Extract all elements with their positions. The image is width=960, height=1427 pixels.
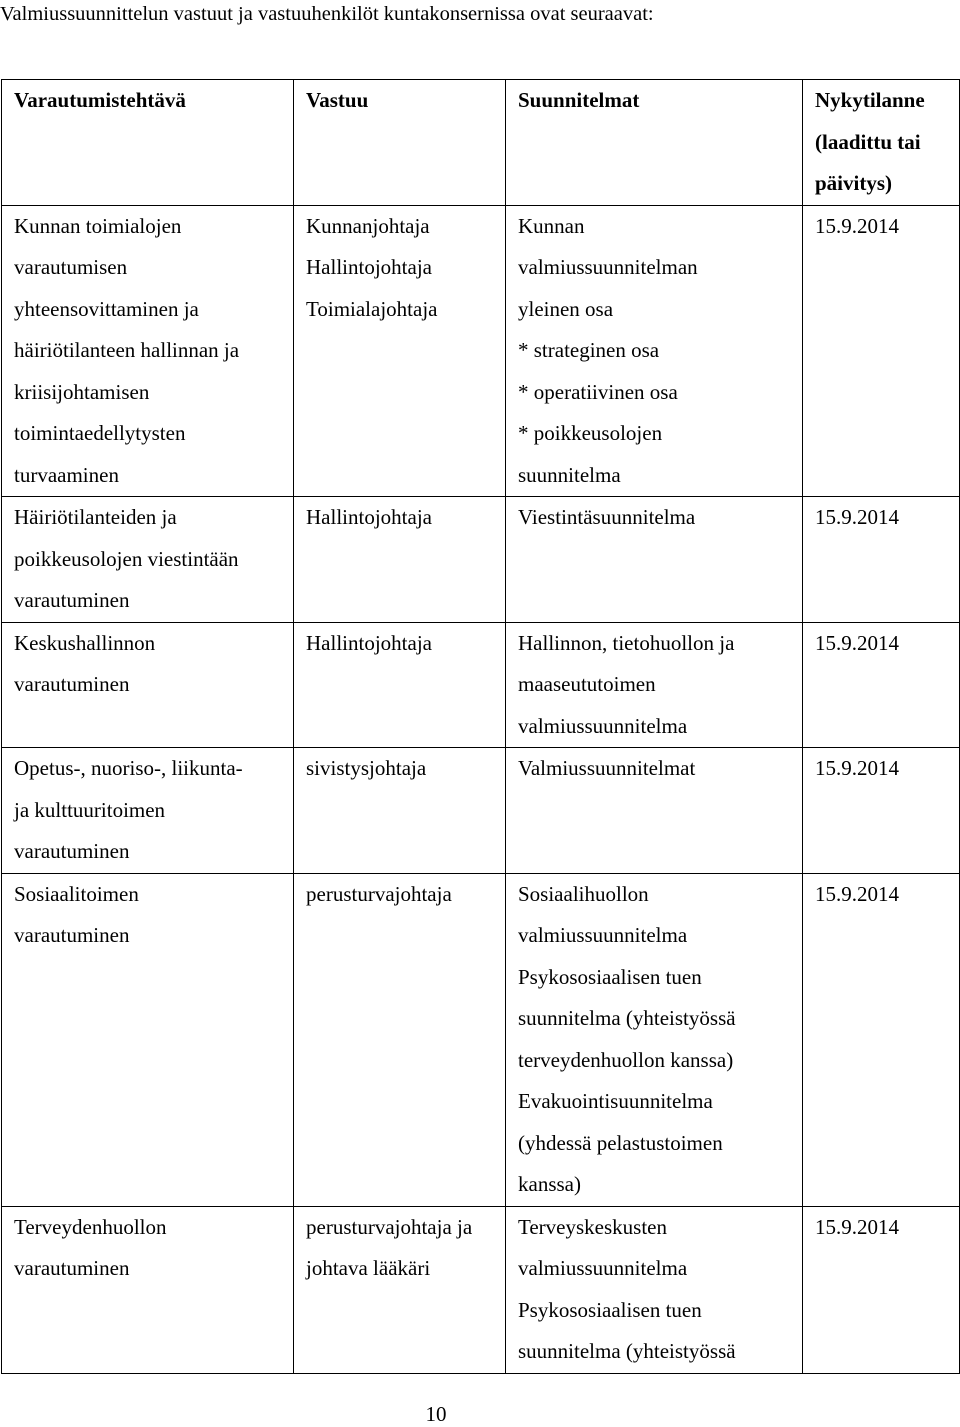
header-task <box>2 80 294 206</box>
table-row <box>2 205 960 497</box>
cell-responsibility <box>294 497 506 623</box>
cell-plans <box>506 497 803 623</box>
cell-line: Hallinnon, tietohuollon ja <box>518 630 735 655</box>
cell-line: terveydenhuollon kanssa) <box>518 1047 734 1072</box>
cell-line: valmiussuunnitelma <box>518 713 688 738</box>
header-line: Nykytilanne <box>815 88 925 112</box>
table-header-row <box>2 80 960 206</box>
cell-line: turvaaminen <box>14 462 119 487</box>
header-line: päivitys) <box>815 171 893 195</box>
cell-status <box>803 748 960 874</box>
header-responsibility <box>294 80 506 206</box>
header-line: Vastuu <box>306 88 369 112</box>
cell-line: sivistysjohtaja <box>306 756 427 780</box>
cell-line: poikkeusolojen viestintään <box>14 546 239 571</box>
cell-responsibility <box>294 205 506 497</box>
header-line: Suunnitelmat <box>518 88 640 112</box>
cell-line: varautuminen <box>14 923 130 947</box>
cell-line: ja kulttuuritoimen <box>14 797 166 822</box>
cell-line: kriisijohtamisen <box>14 379 150 404</box>
table-body <box>2 205 960 1373</box>
cell-line: 15.9.2014 <box>815 756 899 780</box>
cell-task <box>2 497 294 623</box>
cell-line: * strateginen osa <box>518 338 660 362</box>
intro-text: Valmiussuunnittelun vastuut ja vastuuhenkilöt kuntakonsernissa ovat seuraavat: <box>0 3 654 25</box>
cell-line: toimintaedellytysten <box>14 421 186 445</box>
cell-line: Kunnan toimialojen <box>14 213 182 238</box>
cell-line: 15.9.2014 <box>815 505 899 529</box>
cell-task <box>2 205 294 497</box>
cell-line: yleinen osa <box>518 296 614 321</box>
cell-line: Hallintojohtaja <box>306 630 432 655</box>
cell-line: valmiussuunnitelma <box>518 923 688 947</box>
table-row <box>2 873 960 1206</box>
header-plans <box>506 80 803 206</box>
cell-line: valmiussuunnitelma <box>518 1256 688 1280</box>
cell-line: (yhdessä pelastustoimen <box>518 1130 723 1155</box>
cell-line: * operatiivinen osa <box>518 379 678 404</box>
cell-line: perusturvajohtaja ja <box>306 1214 473 1239</box>
cell-responsibility <box>294 1206 506 1373</box>
cell-line: Terveyskeskusten <box>518 1214 667 1239</box>
cell-line: yhteensovittaminen ja <box>14 296 199 321</box>
header-line: (laadittu tai <box>815 129 921 154</box>
cell-line: suunnitelma (yhteistyössä <box>518 1339 736 1363</box>
cell-line: Hallintojohtaja <box>306 255 432 279</box>
cell-line: Terveydenhuollon <box>14 1214 167 1239</box>
cell-line: Psykososiaalisen tuen <box>518 964 702 989</box>
cell-line: suunnitelma (yhteistyössä <box>518 1006 736 1030</box>
table-row <box>2 1206 960 1373</box>
cell-responsibility <box>294 748 506 874</box>
cell-plans <box>506 622 803 748</box>
cell-line: Sosiaalitoimen <box>14 881 139 906</box>
responsibility-table <box>1 79 960 1374</box>
cell-line: valmiussuunnitelman <box>518 255 698 279</box>
cell-line: Psykososiaalisen tuen <box>518 1297 702 1322</box>
cell-task <box>2 622 294 748</box>
cell-task <box>2 1206 294 1373</box>
cell-task <box>2 748 294 874</box>
cell-responsibility <box>294 622 506 748</box>
cell-line: 15.9.2014 <box>815 213 899 238</box>
cell-line: Valmiussuunnitelmat <box>518 756 696 780</box>
cell-line: johtava lääkäri <box>306 1256 431 1280</box>
cell-line: 15.9.2014 <box>815 1214 899 1239</box>
cell-line: varautuminen <box>14 839 130 863</box>
cell-line: Häiriötilanteiden ja <box>14 505 177 529</box>
cell-status <box>803 1206 960 1373</box>
cell-line: Sosiaalihuollon <box>518 881 649 906</box>
cell-status <box>803 873 960 1206</box>
cell-plans <box>506 205 803 497</box>
header-line: Varautumistehtävä <box>14 88 186 112</box>
cell-status <box>803 622 960 748</box>
cell-line: Viestintäsuunnitelma <box>518 505 696 529</box>
cell-line: Toimialajohtaja <box>306 296 438 321</box>
cell-plans <box>506 1206 803 1373</box>
cell-line: Opetus-, nuoriso-, liikunta- <box>14 756 243 780</box>
header-status <box>803 80 960 206</box>
cell-status <box>803 205 960 497</box>
page-number: 10 <box>425 1402 447 1426</box>
table-row <box>2 497 960 623</box>
cell-line: varautumisen <box>14 255 128 279</box>
cell-line: 15.9.2014 <box>815 881 899 906</box>
cell-line: Kunnan <box>518 213 585 238</box>
cell-line: Kunnanjohtaja <box>306 213 430 238</box>
cell-line: varautuminen <box>14 672 130 696</box>
cell-line: maaseututoimen <box>518 672 656 696</box>
cell-plans <box>506 873 803 1206</box>
cell-plans <box>506 748 803 874</box>
cell-line: varautuminen <box>14 1256 130 1280</box>
cell-line: häiriötilanteen hallinnan ja <box>14 338 240 362</box>
cell-task <box>2 873 294 1206</box>
cell-responsibility <box>294 873 506 1206</box>
cell-line: Hallintojohtaja <box>306 505 432 529</box>
cell-line: suunnitelma <box>518 462 621 487</box>
cell-line: perusturvajohtaja <box>306 881 452 906</box>
table-row <box>2 622 960 748</box>
cell-line: Evakuointisuunnitelma <box>518 1089 713 1113</box>
cell-line: varautuminen <box>14 588 130 612</box>
cell-line: * poikkeusolojen <box>518 421 663 445</box>
table-row <box>2 748 960 874</box>
cell-line: 15.9.2014 <box>815 630 899 655</box>
cell-line: kanssa) <box>518 1172 581 1196</box>
cell-line: Keskushallinnon <box>14 630 156 655</box>
cell-status <box>803 497 960 623</box>
